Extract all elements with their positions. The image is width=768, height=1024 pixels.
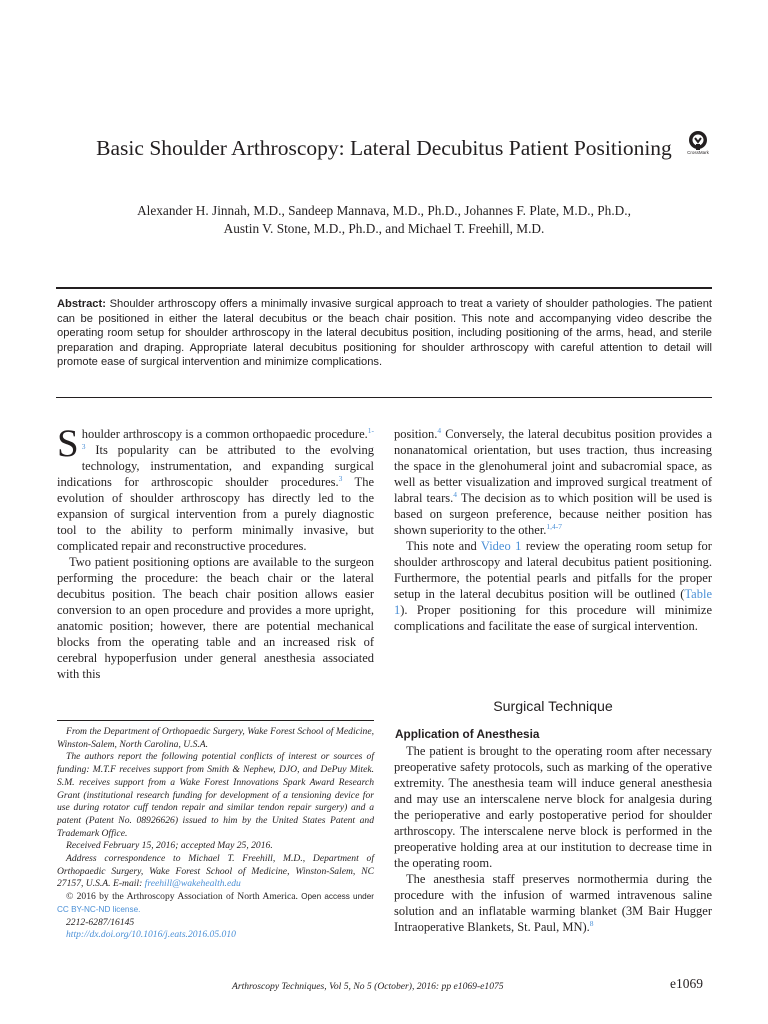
correspondence-text: Address correspondence to Michael T. Freehill, M.D., Department of Orthopaedic Surgery, Wake Forest School of Medicine, Winston-Salem, NC 27157, U.S.A. E-mail: xyxy=(57,853,374,890)
citation-ref[interactable]: 3 xyxy=(338,473,343,483)
subsection-heading: Application of Anesthesia xyxy=(395,727,540,741)
page-number: e1069 xyxy=(670,976,703,991)
citation-ref[interactable]: 4 xyxy=(437,425,442,435)
right-text-f: ). Proper positioning for this procedure will minimize complications and facilitate the ease of surgical intervention. xyxy=(394,603,712,633)
crossmark-icon[interactable] xyxy=(686,130,710,160)
right-text-e: review the operating room setup for shoulder arthroscopy and lateral decubitus patient positioning. Furthermore, the potential pearls and pitfalls for the proper setup in the lateral decubitus position will be outlined ( xyxy=(394,539,712,601)
copyright-text: © 2016 by the Arthroscopy Association of North America. xyxy=(66,891,298,903)
technique-text: The anesthesia staff preserves normothermia during the procedure with the infusion of warmed intravenous saline solution and an inflatable warming blanket (3M Bair Hugger Intraoperative Blankets, St. Paul, MN). xyxy=(394,872,712,934)
video-link[interactable]: Video 1 xyxy=(480,539,522,553)
right-text-c: The decision as to which position will be used is based on surgeon preference, because neither position has shown superiority to the other. xyxy=(394,491,712,537)
right-text-d: This note and xyxy=(406,539,481,553)
technique-paragraph-1: The patient is brought to the operating room after necessary preoperative safety protocols, such as marking of the operative extremity. The anesthesia team will induce general anesthesia and may use an interscalene nerve block for analgesia during the perioperative and early postoperative period for shoulder arthroscopy. The interscalene nerve block is performed in the preoperative holding area at our institution to decrease time in the operating room. xyxy=(394,744,712,870)
citation-ref[interactable]: 8 xyxy=(589,918,594,928)
citation-ref[interactable]: 4 xyxy=(453,489,457,499)
right-paragraph-1 xyxy=(394,426,712,538)
citation-ref[interactable]: 1-3 xyxy=(81,425,374,451)
intro-text-a: houlder arthroscopy is a common orthopaedic procedure. xyxy=(81,427,368,441)
right-text-b: Conversely, the lateral decubitus position provides a nonanatomical orientation, but uses traction, thus increasing the space in the glenohumeral joint and subacromial space, as well as better visualization and improved surgical treatment of labral tears. xyxy=(394,427,712,505)
abstract-top-rule xyxy=(56,287,712,289)
technique-paragraph-2 xyxy=(394,871,712,935)
footnote-rule xyxy=(57,720,374,721)
footnote-correspondence xyxy=(57,853,374,891)
crossmark-label: CrossMark xyxy=(687,150,709,155)
abstract-bottom-rule xyxy=(56,397,712,398)
intro-paragraph-1 xyxy=(57,422,374,554)
section-heading: Surgical Technique xyxy=(493,699,613,715)
drop-cap: S xyxy=(57,422,79,465)
left-column xyxy=(57,422,374,682)
authors-line-2: Austin V. Stone, M.D., Ph.D., and Michael T. Freehill, M.D. xyxy=(223,221,545,236)
citation-ref[interactable]: 1,4-7 xyxy=(546,521,563,531)
footnote-issn: 2212-6287/16145 xyxy=(66,916,135,928)
footnote-affiliation: From the Department of Orthopaedic Surgery, Wake Forest School of Medicine, Winston-Salem, North Carolina, U.S.A. xyxy=(57,726,374,750)
right-text-a: position. xyxy=(394,427,438,441)
footnote-conflicts: The authors report the following potential conflicts of interest or sources of funding: M.T.F receives support from Smith & Nephew, DJO, and DePuy Mitek. S.M. receives support from a Wake Forest Innovations Spark Award Research Grant (institutional research funding for development of a tensioning device for use during rotator cuff tendon repair and similar tendon repair surgery) and a patent (Patent No. 08926626) issued to him by the United States Patent and Trademark Office. xyxy=(57,751,374,839)
footnote-dates: Received February 15, 2016; accepted May 25, 2016. xyxy=(66,840,273,852)
table-link[interactable]: Table 1 xyxy=(394,587,712,617)
footnote-copyright xyxy=(57,891,374,916)
abstract-label: Abstract: xyxy=(57,298,106,310)
intro-text-b: Its popularity can be attributed to the evolving technology, instrumentation, and expanding surgical indications for arthroscopic shoulder procedures. xyxy=(57,443,374,489)
technique-column xyxy=(394,743,712,935)
abstract xyxy=(57,297,712,370)
author-list xyxy=(60,202,708,238)
authors-line-1: Alexander H. Jinnah, M.D., Sandeep Mannava, M.D., Ph.D., Johannes F. Plate, M.D., Ph.D., xyxy=(137,203,631,218)
email-link[interactable]: freehill@wakehealth.edu xyxy=(144,878,241,890)
intro-paragraph-2: Two patient positioning options are available to the surgeon performing the procedure: the beach chair or the lateral decubitus position. The beach chair position allows easier conversion to an open procedure and provides a more upright, anatomic position; however, there are potential mechanical blocks from the operating table and an increased risk of cerebral hypoperfusion under general anesthesia associated with this xyxy=(57,555,374,681)
abstract-text: Shoulder arthroscopy offers a minimally invasive surgical approach to treat a variety of shoulder pathologies. The patient can be positioned in either the lateral decubitus or the beach chair position. This note and accompanying video describe the operating room setup for shoulder arthroscopy in the lateral decubitus position, including positioning of the arms, head, and sterile preparation and draping. Appropriate lateral decubitus positioning for shoulder arthroscopy with careful attention to detail will promote ease of surgical intervention and minimize complications. xyxy=(57,298,712,369)
doi-link[interactable]: http://dx.doi.org/10.1016/j.eats.2016.05.010 xyxy=(66,929,236,941)
footnotes xyxy=(57,726,374,942)
intro-text-c: The evolution of shoulder arthroscopy has directly led to the expansion of surgical intervention from a purely diagnostic tool to the ability to perform minimally invasive, but complicated repair and reconstructive procedures. xyxy=(57,475,374,553)
right-column xyxy=(394,426,712,634)
article-title: Basic Shoulder Arthroscopy: Lateral Decubitus Patient Positioning xyxy=(96,136,672,160)
journal-citation: Arthroscopy Techniques, Vol 5, No 5 (October), 2016: pp e1069-e1075 xyxy=(232,981,504,992)
right-paragraph-2 xyxy=(394,538,712,634)
license-link[interactable]: CC BY-NC-ND license. xyxy=(57,904,141,914)
open-access-text: Open access under xyxy=(297,892,374,902)
